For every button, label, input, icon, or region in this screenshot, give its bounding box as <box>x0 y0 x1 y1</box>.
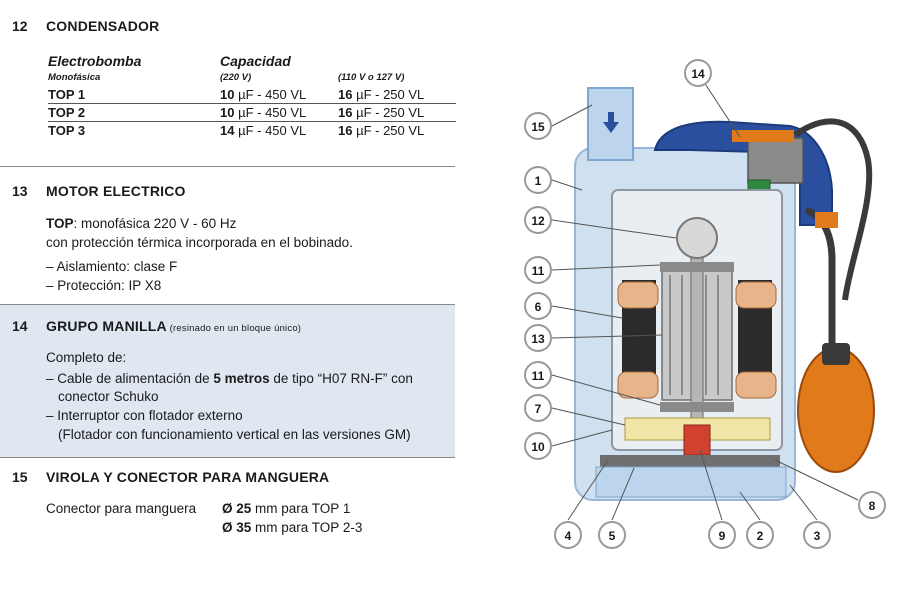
callout-label: 12 <box>531 214 545 228</box>
table-row <box>48 104 456 122</box>
winding <box>736 372 776 398</box>
column-subheader: Monofásica <box>48 72 101 83</box>
section-title: VIROLA Y CONECTOR PARA MANGUERA <box>46 469 330 485</box>
callout-10 <box>525 433 551 459</box>
pump-cross-section-diagram <box>515 50 895 560</box>
callout-15 <box>525 113 551 139</box>
winding <box>736 282 776 308</box>
callout-label: 14 <box>691 67 705 81</box>
callout-label: 10 <box>531 440 545 454</box>
callout-label: 8 <box>868 499 876 513</box>
callout-6 <box>525 293 551 319</box>
callout-label: 4 <box>564 529 572 543</box>
handle-line: conector Schuko <box>58 389 159 404</box>
callout-1 <box>525 167 551 193</box>
section-title: CONDENSADOR <box>46 18 160 34</box>
section-title: MOTOR ELECTRICO <box>46 183 186 199</box>
motor-line: TOP: monofásica 220 V - 60 Hz <box>46 216 237 231</box>
section-title: GRUPO MANILLA (resinado en un bloque único) <box>46 318 302 334</box>
suction-base <box>600 455 780 467</box>
capacity-220-cell: 10 µF - 450 VL <box>220 86 338 104</box>
callout-label: 1 <box>534 174 542 188</box>
motor-line: con protección térmica incorporada en el bobinado. <box>46 235 353 250</box>
model-cell: TOP 2 <box>48 104 220 122</box>
section-number: 13 <box>12 183 28 199</box>
model-cell: TOP 3 <box>48 123 86 138</box>
callout-label: 6 <box>534 300 542 314</box>
float-cap <box>822 343 850 365</box>
switch-block <box>748 138 803 183</box>
capacitor <box>677 218 717 258</box>
motor-line: – Aislamiento: clase F <box>46 259 178 274</box>
winding <box>618 372 658 398</box>
callout-11 <box>525 362 551 388</box>
callout-11 <box>525 257 551 283</box>
callout-8 <box>859 492 885 518</box>
cable-gland <box>732 130 794 142</box>
callout-4 <box>555 522 581 548</box>
callout-14 <box>685 60 711 86</box>
float-cable <box>806 210 832 350</box>
callout-label: 5 <box>608 529 616 543</box>
divider <box>0 304 455 305</box>
callout-label: 13 <box>531 332 545 346</box>
cable-clamp <box>815 212 838 228</box>
callout-label: 3 <box>813 529 821 543</box>
float-switch <box>798 348 874 472</box>
capacitor-table <box>48 52 456 139</box>
hose-connector-size: Ø 25 mm para TOP 1 <box>222 501 351 516</box>
column-header: Electrobomba <box>48 52 142 69</box>
callout-9 <box>709 522 735 548</box>
hose-connector-label: Conector para manguera <box>46 501 197 516</box>
table-row <box>48 122 456 140</box>
divider <box>0 166 455 167</box>
callout-5 <box>599 522 625 548</box>
callout-label: 15 <box>531 120 545 134</box>
callout-12 <box>525 207 551 233</box>
callout-13 <box>525 325 551 351</box>
motor-line: – Protección: IP X8 <box>46 278 162 293</box>
callout-label: 11 <box>531 369 545 383</box>
model-cell: TOP 1 <box>48 86 220 104</box>
mechanical-seal <box>684 425 710 455</box>
upper-bearing <box>660 262 734 272</box>
capacity-110-cell: 16 µF - 250 VL <box>338 123 425 138</box>
capacity-220-cell: 14 µF - 450 VL <box>220 123 307 138</box>
callout-label: 7 <box>534 402 542 416</box>
handle-line: (Flotador con funcionamiento vertical en las versiones GM) <box>58 427 411 442</box>
column-header: Capacidad <box>220 52 291 69</box>
lower-bearing <box>660 402 734 412</box>
capacity-110-cell: 16 µF - 250 VL <box>338 104 456 122</box>
base-plate <box>596 467 786 497</box>
capacity-220-cell: 10 µF - 450 VL <box>220 104 338 122</box>
column-subheader: (110 V o 127 V) <box>338 72 405 83</box>
column-subheader: (220 V) <box>220 72 252 83</box>
section-number: 14 <box>12 318 28 334</box>
handle-line: – Cable de alimentación de 5 metros de tipo “H07 RN-F” con <box>46 371 413 386</box>
handle-line: Completo de: <box>46 350 127 365</box>
section-number: 15 <box>12 469 28 485</box>
callout-3 <box>804 522 830 548</box>
callout-7 <box>525 395 551 421</box>
winding <box>618 282 658 308</box>
hose-connector-size: Ø 35 mm para TOP 2-3 <box>222 520 363 535</box>
callout-label: 11 <box>531 264 545 278</box>
callout-label: 2 <box>756 529 764 543</box>
handle-line: – Interruptor con flotador externo <box>46 408 243 423</box>
callout-2 <box>747 522 773 548</box>
capacity-110-cell: 16 µF - 250 VL <box>338 86 456 104</box>
callout-label: 9 <box>718 529 726 543</box>
section-number: 12 <box>12 18 28 34</box>
divider <box>0 457 455 458</box>
table-row <box>48 86 456 104</box>
